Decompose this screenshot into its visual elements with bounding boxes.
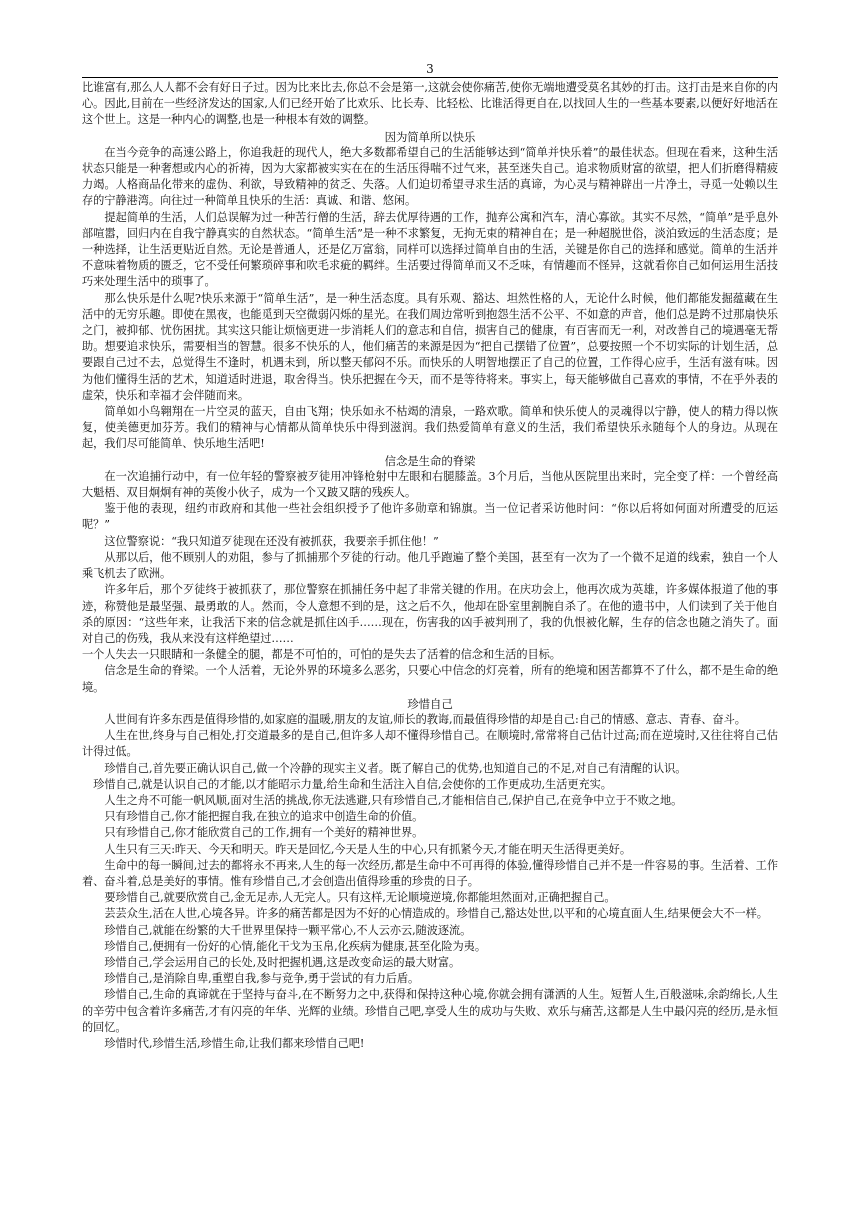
paragraph: 一个人失去一只眼睛和一条健全的腿，都是不可怕的，可怕的是失去了活着的信念和生活的目标。 xyxy=(82,648,561,662)
paragraph: 人生只有三天:昨天、今天和明天。昨天是回忆,今天是人生的中心,只有抓紧今天,才能在明天生活得更美好。 xyxy=(104,842,631,856)
paragraph: 那么快乐是什么呢?快乐来源于“简单生活”，是一种生活态度。具有乐观、豁达、坦然性格的人，无论什么时候，他们都能发掘蕴藏在生活中的无穷乐趣。即使在黑夜，也能觅到天空微弱闪烁的星光。在我们周边常听到抱怨生活不公平、不如意的声音，他们总是跨不过那扇快乐之门，被抑郁、忧伤困扰。其实这只能让烦恼更进一步消耗人们的意志和自信，损害自己的健康，有百害而无一利，对改善自己的境遇毫无帮助。想要追求快乐，需要相当的智慧。很多不快乐的人，他们痛苦的来源是因为“把自己摆错了位置”，总要按照一个不切实际的计划生活，总要跟自己过不去，总觉得生不逢时，机遇未到，所以整天郁闷不乐。而快乐的人明智地摆正了自己的位置，工作得心应手，生活有滋有味。因为他们懂得生活的艺术，知道适时进退，取舍得当。快乐把握在今天，而不是等待将来。事实上，每天能够做自己喜欢的事情，不在乎外表的虚荣，快乐和幸福才会伴随而来。 xyxy=(82,291,778,402)
paragraph: 人生在世,终身与自己相处,打交道最多的是自己,但许多人却不懂得珍惜自己。在顺境时,常常将自己估计过高;而在逆境时,又往往将自己估计得过低。 xyxy=(82,729,778,759)
paragraph: 人世间有许多东西是值得珍惜的,如家庭的温暖,朋友的友谊,师长的教诲,而最值得珍惜的却是自己:自己的情感、意志、青春、奋斗。 xyxy=(104,712,746,726)
paragraph: 只有珍惜自己,你才能把握自我,在独立的追求中创造生命的价值。 xyxy=(104,810,424,824)
paragraph: 人生之舟不可能一帆风顺,面对生活的挑战,你无法逃避,只有珍惜自己,才能相信自己,保护自己,在竞争中立于不败之地。 xyxy=(104,793,683,807)
section-heading: 信念是生命的脊梁 xyxy=(384,453,476,468)
paragraph: 这位警察说：“我只知道歹徒现在还没有被抓获，我要亲手抓住他！” xyxy=(104,534,439,548)
paragraph: 简单如小鸟翱翔在一片空灵的蓝天，自由飞翔；快乐如永不枯竭的清泉，一路欢歌。简单和快乐使人的灵魂得以宁静，使人的精力得以恢复，使美德更加芬芳。我们的精神与心情都从简单快乐中得到滋润。我们热爱简单有意义的生活，我们希望快乐永随每个人的身边。从现在起，我们尽可能简单、快乐地生活吧! xyxy=(82,405,778,451)
page-number: 3 xyxy=(426,62,434,76)
paragraph: 只有珍惜自己,你才能欣赏自己的工作,拥有一个美好的精神世界。 xyxy=(104,826,424,840)
paragraph: 要珍惜自己,就要欣赏自己,金无足赤,人无完人。只有这样,无论顺境逆境,你都能坦然面对,正确把握自己。 xyxy=(104,891,616,905)
paragraph: 珍惜自己,是消除自卑,重塑自我,参与竞争,勇于尝试的有力后盾。 xyxy=(104,972,420,986)
paragraph: 比谁富有,那么人人都不会有好日子过。因为比来比去,你总不会是第一,这就会使你痛苦,使你无端地遭受莫名其妙的打击。这打击是来自你的内心。因此,目前在一些经济发达的国家,人们已经开始了比欢乐、比长寿、比轻松、比谁活得更自在,以找回人生的一些基本要素,以便好好地活在这个世上。这是一种内心的调整,也是一种根本有效的调整。 xyxy=(82,81,778,127)
paragraph: 珍惜自己,就是认识自己的才能,以才能昭示力量,给生命和生活注入自信,会使你的工作更成功,生活更充实。 xyxy=(93,777,612,791)
paragraph: 珍惜自己,就能在纷繁的大千世界里保持一颗平常心,不人云亦云,随波逐流。 xyxy=(104,923,472,937)
paragraph: 在一次追捕行动中，有一位年轻的警察被歹徒用冲锋枪射中左眼和右腿膝盖。3个月后，当他从医院里出来时，完全变了样：一个曾经高大魁梧、双目炯炯有神的英俊小伙子，成为一个又跛又瞎的残疾人。 xyxy=(82,469,778,500)
paragraph: 提起简单的生活，人们总误解为过一种苦行僧的生活，辞去优厚待遇的工作，抛弃公寓和汽车，清心寡欲。其实不尽然，“简单”是乎息外部喧嚣，回归内在自我宁静真实的自然状态。“简单生活”是一种不求繁复，无拘无束的精神自在；是一种超脱世俗，淡泊致远的生活态度；是一种选择，让生活更贴近自然。无论是普通人，还是亿万富翁，同样可以选择过简单自由的生活，关键是你自己的选择和感觉。简单的生活并不意味着物质的匮乏，它不受任何繁琐碎事和吹毛求疵的羁绊。生活要过得简单而又不乏味，有情趣而不怪异，这就看你自己如何运用生活技巧来处理生活中的琐事了。 xyxy=(82,210,778,289)
document-page xyxy=(82,62,778,1052)
paragraph: 鉴于他的表现，纽约市政府和其他一些社会组织授予了他许多勋章和锦旗。当一位记者采访他时问：“你以后将如何面对所遭受的厄运呢？” xyxy=(82,502,778,532)
section-heading: 因为简单所以快乐 xyxy=(384,129,476,144)
paragraph: 珍惜自己,生命的真谛就在于坚持与奋斗,在不断努力之中,获得和保持这种心境,你就会拥有潇洒的人生。短暂人生,百般滋味,余韵绵长,人生的辛劳中包含着许多痛苦,才有闪亮的年华、光辉的业绩。珍惜自己吧,享受人生的成功与失败、欢乐与痛苦,这都是人生中最闪亮的经历,是永恒的回忆。 xyxy=(82,988,778,1034)
paragraph: 生命中的每一瞬间,过去的都将永不再来,人生的每一次经历,都是生命中不可再得的体验,懂得珍惜自己并不是一件容易的事。生活着、工作着、奋斗着,总是美好的事情。惟有珍惜自己,才会创造出值得珍重的珍贵的日子。 xyxy=(82,858,778,888)
document-body xyxy=(82,80,778,1052)
paragraph: 珍惜自己,便拥有一份好的心情,能化干戈为玉帛,化疾病为健康,甚至化险为夷。 xyxy=(104,939,486,953)
paragraph: 在当今竞争的高速公路上，你追我赶的现代人，绝大多数都希望自己的生活能够达到“简单并快乐着”的最佳状态。但现在看来，这种生活状态只能是一种奢想或内心的祈祷，因为大家都被实实在在的生活压得喘不过气来，甚至迷失自己。追求物质财富的欲望，把人们折磨得精疲力竭。人格商品化带来的虚伪、利欲，导致精神的贫乏、失落。人们迫切希望寻求生活的真谛，为心灵与精神辟出一片净土，寻觅一处赖以生存的宁静港湾。向往过一种简单且快乐的生活：真诚、和谐、悠闲。 xyxy=(82,145,778,208)
paragraph: 许多年后，那个歹徒终于被抓获了，那位警察在抓捕任务中起了非常关键的作用。在庆功会上，他再次成为英雄，许多媒体报道了他的事迹，称赞他是最坚强、最勇敢的人。然而，令人意想不到的是，这之后不久，他却在卧室里割腕自杀了。在他的遗书中，人们读到了关于他自杀的原因：“这些年来，让我活下来的信念就是抓住凶手……现在，伤害我的凶手被判刑了，我的仇恨被化解，生存的信念也随之消失了。面对自己的伤残，我从来没有这样绝望过…… xyxy=(82,583,778,645)
header-rule xyxy=(82,77,778,78)
paragraph: 珍惜自己,学会运用自己的长处,及时把握机遇,这是改变命运的最大财富。 xyxy=(104,955,461,969)
paragraph: 信念是生命的脊梁。一个人活着，无论外界的环境多么恶劣，只要心中信念的灯亮着，所有的绝境和困苦都算不了什么，都不是生命的绝境。 xyxy=(82,664,778,694)
section-heading: 珍惜自己 xyxy=(407,696,453,711)
paragraph: 珍惜自己,首先要正确认识自己,做一个冷静的现实主义者。既了解自己的优势,也知道自己的不足,对自己有清醒的认识。 xyxy=(104,761,687,775)
paragraph: 珍惜时代,珍惜生活,珍惜生命,让我们都来珍惜自己吧! xyxy=(104,1036,365,1050)
paragraph: 从那以后，他不顾别人的劝阻，参与了抓捕那个歹徒的行动。他几乎跑遍了整个美国，甚至有一次为了一个微不足道的线索，独自一个人乘飞机去了欧洲。 xyxy=(82,550,778,581)
paragraph: 芸芸众生,活在人世,心境各异。许多的痛苦都是因为不好的心情造成的。珍惜自己,豁达处世,以平和的心境直面人生,结果便会大不一样。 xyxy=(104,907,768,921)
